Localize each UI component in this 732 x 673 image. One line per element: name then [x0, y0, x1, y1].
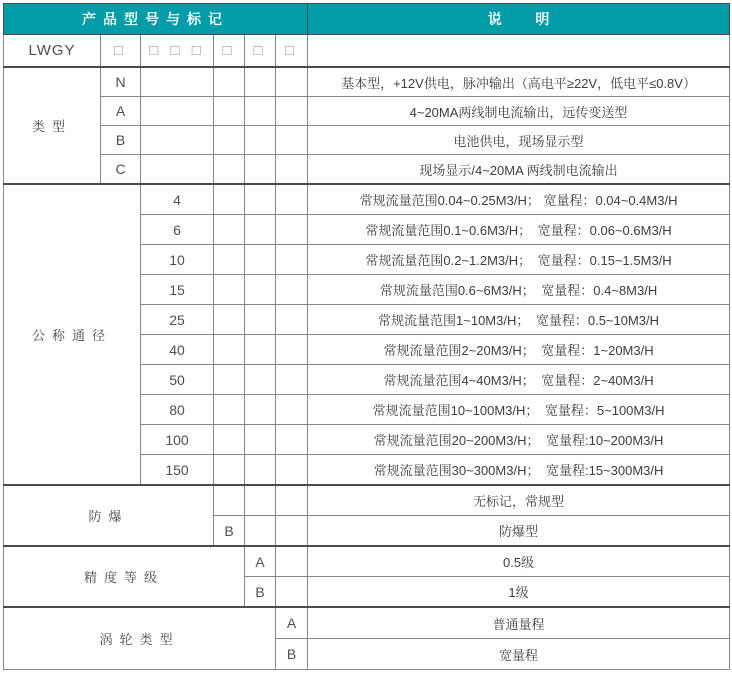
empty-cell — [245, 365, 276, 395]
diameter-description: 常规流量范围4~40M3/H； 宽量程：2~40M3/H — [308, 365, 730, 395]
empty-cell — [276, 546, 308, 577]
type-row — [4, 155, 730, 185]
empty-cell — [214, 67, 245, 97]
diameter-description: 常规流量范围10~100M3/H； 宽量程：5~100M3/H — [308, 395, 730, 425]
empty-cell — [245, 126, 276, 155]
placeholder-box-icon: □ — [214, 35, 245, 68]
type-description: 基本型，+12V供电，脉冲输出（高电平≥22V，低电平≤0.8V） — [308, 67, 730, 97]
turbine-code: A — [276, 607, 308, 639]
empty-cell — [245, 275, 276, 305]
diameter-code: 40 — [141, 335, 214, 365]
empty-cell — [245, 335, 276, 365]
diameter-description: 常规流量范围0.1~0.6M3/H； 宽量程：0.06~0.6M3/H — [308, 215, 730, 245]
type-description: 现场显示/4~20MA 两线制电流输出 — [308, 155, 730, 185]
empty-cell — [245, 395, 276, 425]
empty-cell — [276, 335, 308, 365]
diameter-description: 常规流量范围0.6~6M3/H； 宽量程：0.4~8M3/H — [308, 275, 730, 305]
empty-cell — [214, 155, 245, 185]
explosion-code: B — [214, 516, 245, 547]
header-description-label: 说明 — [308, 4, 730, 35]
empty-cell — [276, 184, 308, 215]
empty-cell — [141, 155, 214, 185]
turbine-type-row — [4, 607, 730, 639]
empty-cell — [276, 365, 308, 395]
accuracy-code: B — [245, 577, 276, 608]
explosion-description: 防爆型 — [308, 516, 730, 547]
diameter-code: 15 — [141, 275, 214, 305]
empty-cell — [214, 335, 245, 365]
empty-cell — [276, 485, 308, 516]
accuracy-section-label: 精度等级 — [4, 546, 245, 607]
empty-cell — [214, 395, 245, 425]
diameter-description: 常规流量范围20~200M3/H； 宽量程:10~200M3/H — [308, 425, 730, 455]
empty-cell — [245, 305, 276, 335]
empty-cell — [245, 425, 276, 455]
explosion-code — [214, 485, 245, 516]
table-header-row — [4, 4, 730, 35]
empty-cell — [141, 126, 214, 155]
empty-cell — [276, 215, 308, 245]
diameter-code: 80 — [141, 395, 214, 425]
type-code: A — [101, 97, 141, 126]
accuracy-code: A — [245, 546, 276, 577]
explosion-description: 无标记，常规型 — [308, 485, 730, 516]
empty-cell — [245, 215, 276, 245]
explosion-section-label: 防爆 — [4, 485, 214, 546]
explosion-proof-row — [4, 485, 730, 516]
empty-cell — [276, 67, 308, 97]
type-code: C — [101, 155, 141, 185]
accuracy-description: 1级 — [308, 577, 730, 608]
diameter-code: 25 — [141, 305, 214, 335]
empty-cell — [245, 97, 276, 126]
empty-cell — [276, 155, 308, 185]
type-description: 4~20MA两线制电流输出，远传变送型 — [308, 97, 730, 126]
empty-cell — [276, 97, 308, 126]
empty-cell — [276, 245, 308, 275]
model-code: LWGY — [4, 35, 101, 68]
diameter-code: 150 — [141, 455, 214, 486]
model-spec-table — [3, 3, 730, 670]
diameter-description: 常规流量范围1~10M3/H； 宽量程：0.5~10M3/H — [308, 305, 730, 335]
empty-cell — [214, 365, 245, 395]
empty-cell — [214, 184, 245, 215]
type-row — [4, 97, 730, 126]
diameter-description: 常规流量范围30~300M3/H； 宽量程:15~300M3/H — [308, 455, 730, 486]
empty-cell — [276, 577, 308, 608]
empty-cell — [276, 516, 308, 547]
empty-cell — [245, 455, 276, 486]
empty-cell — [245, 155, 276, 185]
diameter-description: 常规流量范围2~20M3/H； 宽量程：1~20M3/H — [308, 335, 730, 365]
empty-cell — [245, 245, 276, 275]
empty-cell — [245, 485, 276, 516]
empty-cell — [276, 425, 308, 455]
accuracy-row — [4, 546, 730, 577]
empty-cell — [214, 245, 245, 275]
diameter-section-label: 公称通径 — [4, 184, 141, 485]
diameter-code: 6 — [141, 215, 214, 245]
empty-cell — [245, 184, 276, 215]
model-row — [4, 35, 730, 68]
type-row — [4, 67, 730, 97]
empty-cell — [141, 67, 214, 97]
empty-cell — [276, 305, 308, 335]
diameter-description: 常规流量范围0.04~0.25M3/H； 宽量程：0.04~0.4M3/H — [308, 184, 730, 215]
empty-cell — [214, 425, 245, 455]
turbine-description: 普通量程 — [308, 607, 730, 639]
placeholder-box-icon: □ — [101, 35, 141, 68]
diameter-code: 100 — [141, 425, 214, 455]
empty-cell — [141, 97, 214, 126]
header-model-label: 产品型号与标记 — [4, 4, 308, 35]
type-description: 电池供电，现场显示型 — [308, 126, 730, 155]
accuracy-description: 0.5级 — [308, 546, 730, 577]
diameter-code: 4 — [141, 184, 214, 215]
diameter-description: 常规流量范围0.2~1.2M3/H； 宽量程：0.15~1.5M3/H — [308, 245, 730, 275]
type-code: N — [101, 67, 141, 97]
type-code: B — [101, 126, 141, 155]
placeholder-box-icon: □ — [276, 35, 308, 68]
empty-cell — [308, 35, 730, 68]
empty-cell — [214, 305, 245, 335]
empty-cell — [214, 215, 245, 245]
empty-cell — [214, 455, 245, 486]
empty-cell — [276, 126, 308, 155]
diameter-row — [4, 184, 730, 215]
empty-cell — [276, 395, 308, 425]
type-row — [4, 126, 730, 155]
empty-cell — [214, 275, 245, 305]
diameter-code: 10 — [141, 245, 214, 275]
empty-cell — [245, 516, 276, 547]
turbine-section-label: 涡轮类型 — [4, 607, 276, 670]
diameter-code: 50 — [141, 365, 214, 395]
empty-cell — [276, 275, 308, 305]
turbine-code: B — [276, 639, 308, 670]
empty-cell — [276, 455, 308, 486]
type-section-label: 类型 — [4, 67, 101, 184]
placeholder-box-icon: □ — [245, 35, 276, 68]
placeholder-boxes-icon: □ □ □ — [141, 35, 214, 68]
turbine-description: 宽量程 — [308, 639, 730, 670]
empty-cell — [214, 126, 245, 155]
empty-cell — [245, 67, 276, 97]
empty-cell — [214, 97, 245, 126]
